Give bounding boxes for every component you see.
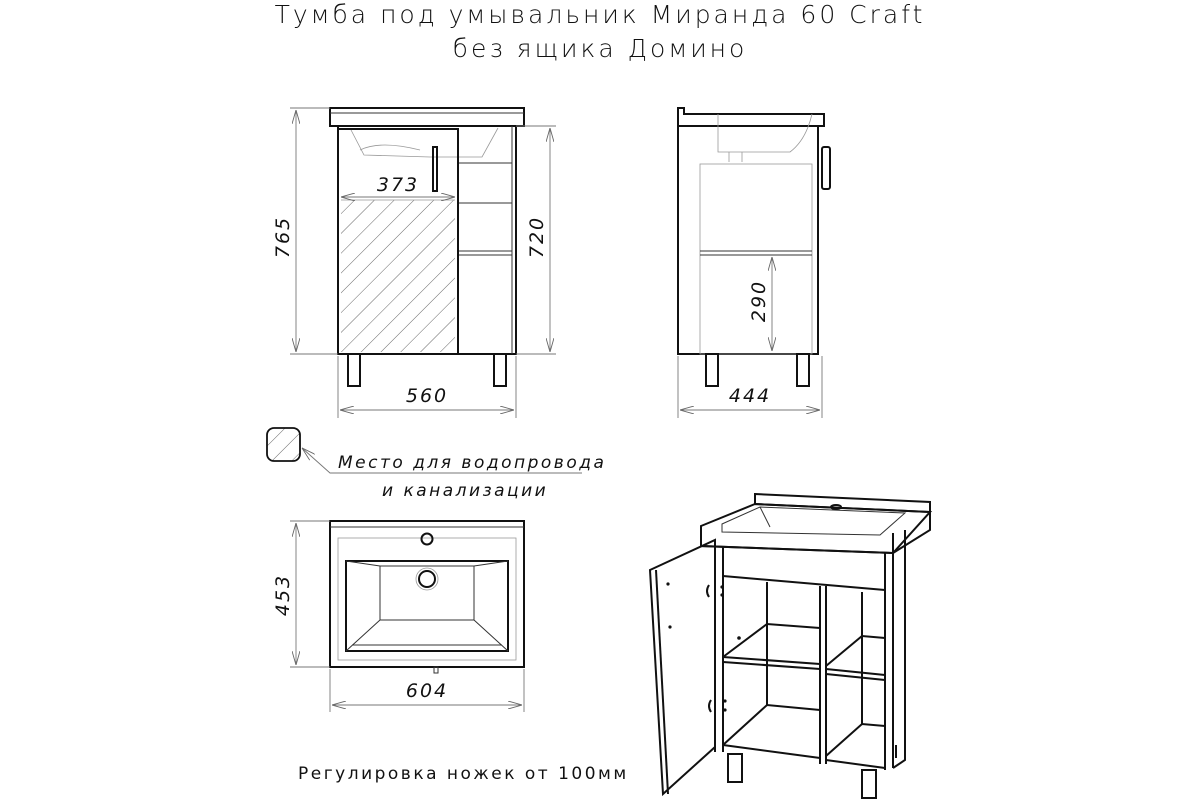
leg-adjustment-note: Регулировка ножек от 100мм (298, 764, 629, 784)
side-view (678, 108, 830, 418)
total-height-label: 765 (272, 215, 294, 259)
legend (267, 428, 606, 501)
hatched-square-icon (267, 428, 300, 461)
shelf-height-label: 290 (748, 279, 770, 323)
depth-label: 444 (728, 385, 772, 407)
door-width-label: 373 (376, 174, 420, 196)
body-height-label: 720 (526, 215, 548, 259)
width-label: 560 (405, 385, 449, 407)
front-view (272, 108, 556, 418)
legend-text-line-1: Место для водопровода (338, 453, 607, 473)
drawing-title-line-2: без ящика Домино (452, 34, 748, 63)
plumbing-zone-hatch (341, 200, 455, 352)
drawing-title-line-1: Тумба под умывальник Миранда 60 Craft (274, 0, 926, 29)
top-width-label: 604 (405, 680, 449, 702)
top-depth-label: 453 (272, 573, 294, 617)
isometric-view (650, 494, 930, 798)
top-view (272, 521, 524, 712)
legend-text-line-2: и канализации (382, 481, 549, 501)
